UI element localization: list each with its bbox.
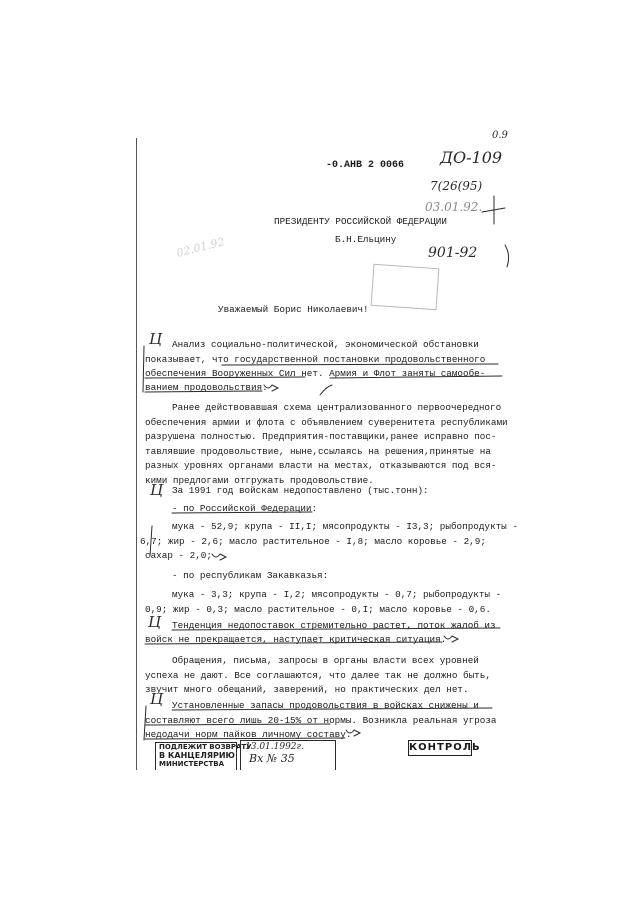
body-line: звучит много обещаний, заверений, но практических дел нет.: [145, 684, 469, 695]
handwritten-top-mark: 0.9: [492, 130, 508, 141]
body-line: недодачи норм пайков личному составу.: [145, 729, 352, 740]
handwritten-underline: [145, 724, 330, 725]
handwritten-underline: [145, 738, 345, 739]
body-line: мука - 52,9; крупа - II,I; мясопродукты - I3,3; рыбопродукты -: [172, 521, 518, 532]
body-line: Установленные запасы продовольствия в войсках снижены и: [172, 700, 479, 711]
body-line: Ранее действовавшая схема централизованного первоочередного: [172, 402, 502, 413]
handwritten-date: 03.01.92.: [425, 200, 483, 214]
body-line: Обращения, письма, запросы в органы власти всех уровней: [172, 655, 479, 666]
check-mark: [212, 554, 226, 560]
control-stamp: КОНТРОЛЬ: [408, 740, 472, 756]
body-line: мука - 3,3; крупа - I,2; мясопродукты - 0,7; рыбопродукты -: [172, 589, 502, 600]
pencil-scribble: [482, 196, 505, 224]
handwritten-underline: [145, 391, 262, 392]
handwritten-underline: [145, 642, 442, 644]
handwritten-underline: [222, 364, 498, 365]
body-line: кими предлогами отгружать продовольствие.: [145, 475, 374, 486]
margin-mark: Ц: [148, 613, 162, 631]
return-stamp-line: МИНИСТЕРСТВА: [159, 760, 225, 768]
faint-date-stamp: 02.01.92: [175, 235, 226, 260]
body-line: тавлявшие продовольствие, ныне,ссылаясь на решения,принятые на: [145, 446, 491, 457]
section-heading: - по Российской Федерации:: [172, 503, 318, 514]
margin-mark: Ц: [149, 330, 163, 348]
incoming-number: Вх № 35: [249, 752, 295, 765]
body-line: разных уровнях органами власти на местах, отказываются под вся-: [145, 460, 497, 471]
handwritten-underline: [172, 512, 312, 513]
stamp-date: 13.01.1992г.: [245, 742, 304, 752]
body-line: ванием продовольствия.: [145, 382, 268, 393]
pencil-scribble: [505, 245, 509, 267]
margin-mark: Ц: [150, 481, 164, 499]
body-line: 6,7; жир - 2,6; масло растительное - I,8; масло коровье - 2,9;: [140, 536, 486, 547]
handwritten-document-code: ДО-109: [440, 148, 503, 167]
addressee-name: Б.Н.Ельцину: [335, 234, 397, 245]
margin-bracket: [150, 526, 152, 556]
body-line: успеха не дают. Все соглашаются, что далее так не должно быть,: [145, 670, 491, 681]
handwritten-underline: [330, 376, 502, 378]
section-heading: - по республикам Закавказья:: [172, 570, 329, 581]
addressee-title: ПРЕЗИДЕНТУ РОССИЙСКОЙ ФЕДЕРАЦИИ: [274, 216, 447, 227]
body-line: разрушена полностью. Предприятия-поставщики,ранее исправно пос-: [145, 431, 497, 442]
check-mark: [444, 636, 458, 642]
check-mark: [346, 730, 360, 736]
margin-mark: Ц: [150, 690, 164, 708]
return-stamp-line: ПОДЛЕЖИТ ВОЗВРАТУ: [159, 743, 252, 751]
margin-bracket: [143, 346, 144, 392]
return-stamp-line: В КАНЦЕЛЯРИЮ: [159, 750, 235, 760]
salutation: Уважаемый Борис Николаевич!: [218, 304, 369, 315]
check-mark: [320, 385, 332, 395]
check-mark: [264, 385, 278, 391]
body-line: составляют всего лишь 20-15% от нормы. Возникла реальная угроза: [145, 715, 497, 726]
registration-number: -0.АНВ 2 0066: [326, 160, 405, 171]
body-line: Анализ социально-политической, экономической обстановки: [172, 339, 479, 350]
body-line: сахар - 2,0;: [145, 550, 212, 561]
handwritten-registration: 901-92: [428, 245, 478, 261]
margin-bracket: [144, 706, 146, 740]
handwritten-reference: 7(26(95): [430, 179, 483, 193]
body-line: За 1991 год войскам недопоставлено (тыс.тонн):: [172, 485, 429, 496]
body-line: обеспечения армии и флота с объявлением суверенитета республиками: [145, 417, 508, 428]
body-line: Тенденция недопоставок стремительно растет, поток жалоб из: [172, 620, 496, 631]
handwritten-underline: [145, 377, 305, 378]
body-line: 0,9; жир - 0,3; масло растительное - 0,I; масло коровье - 0,6.: [145, 604, 491, 615]
body-line: показывает, что государственной постановки продовольственного: [145, 354, 486, 365]
handwritten-underline: [172, 628, 500, 630]
body-line: войск не прекращается, наступает критическая ситуация.: [145, 634, 447, 645]
handwritten-underline: [172, 708, 492, 710]
body-line: обеспечения Вооруженных Сил нет. Армия и Флот заняты самообе-: [145, 368, 486, 379]
